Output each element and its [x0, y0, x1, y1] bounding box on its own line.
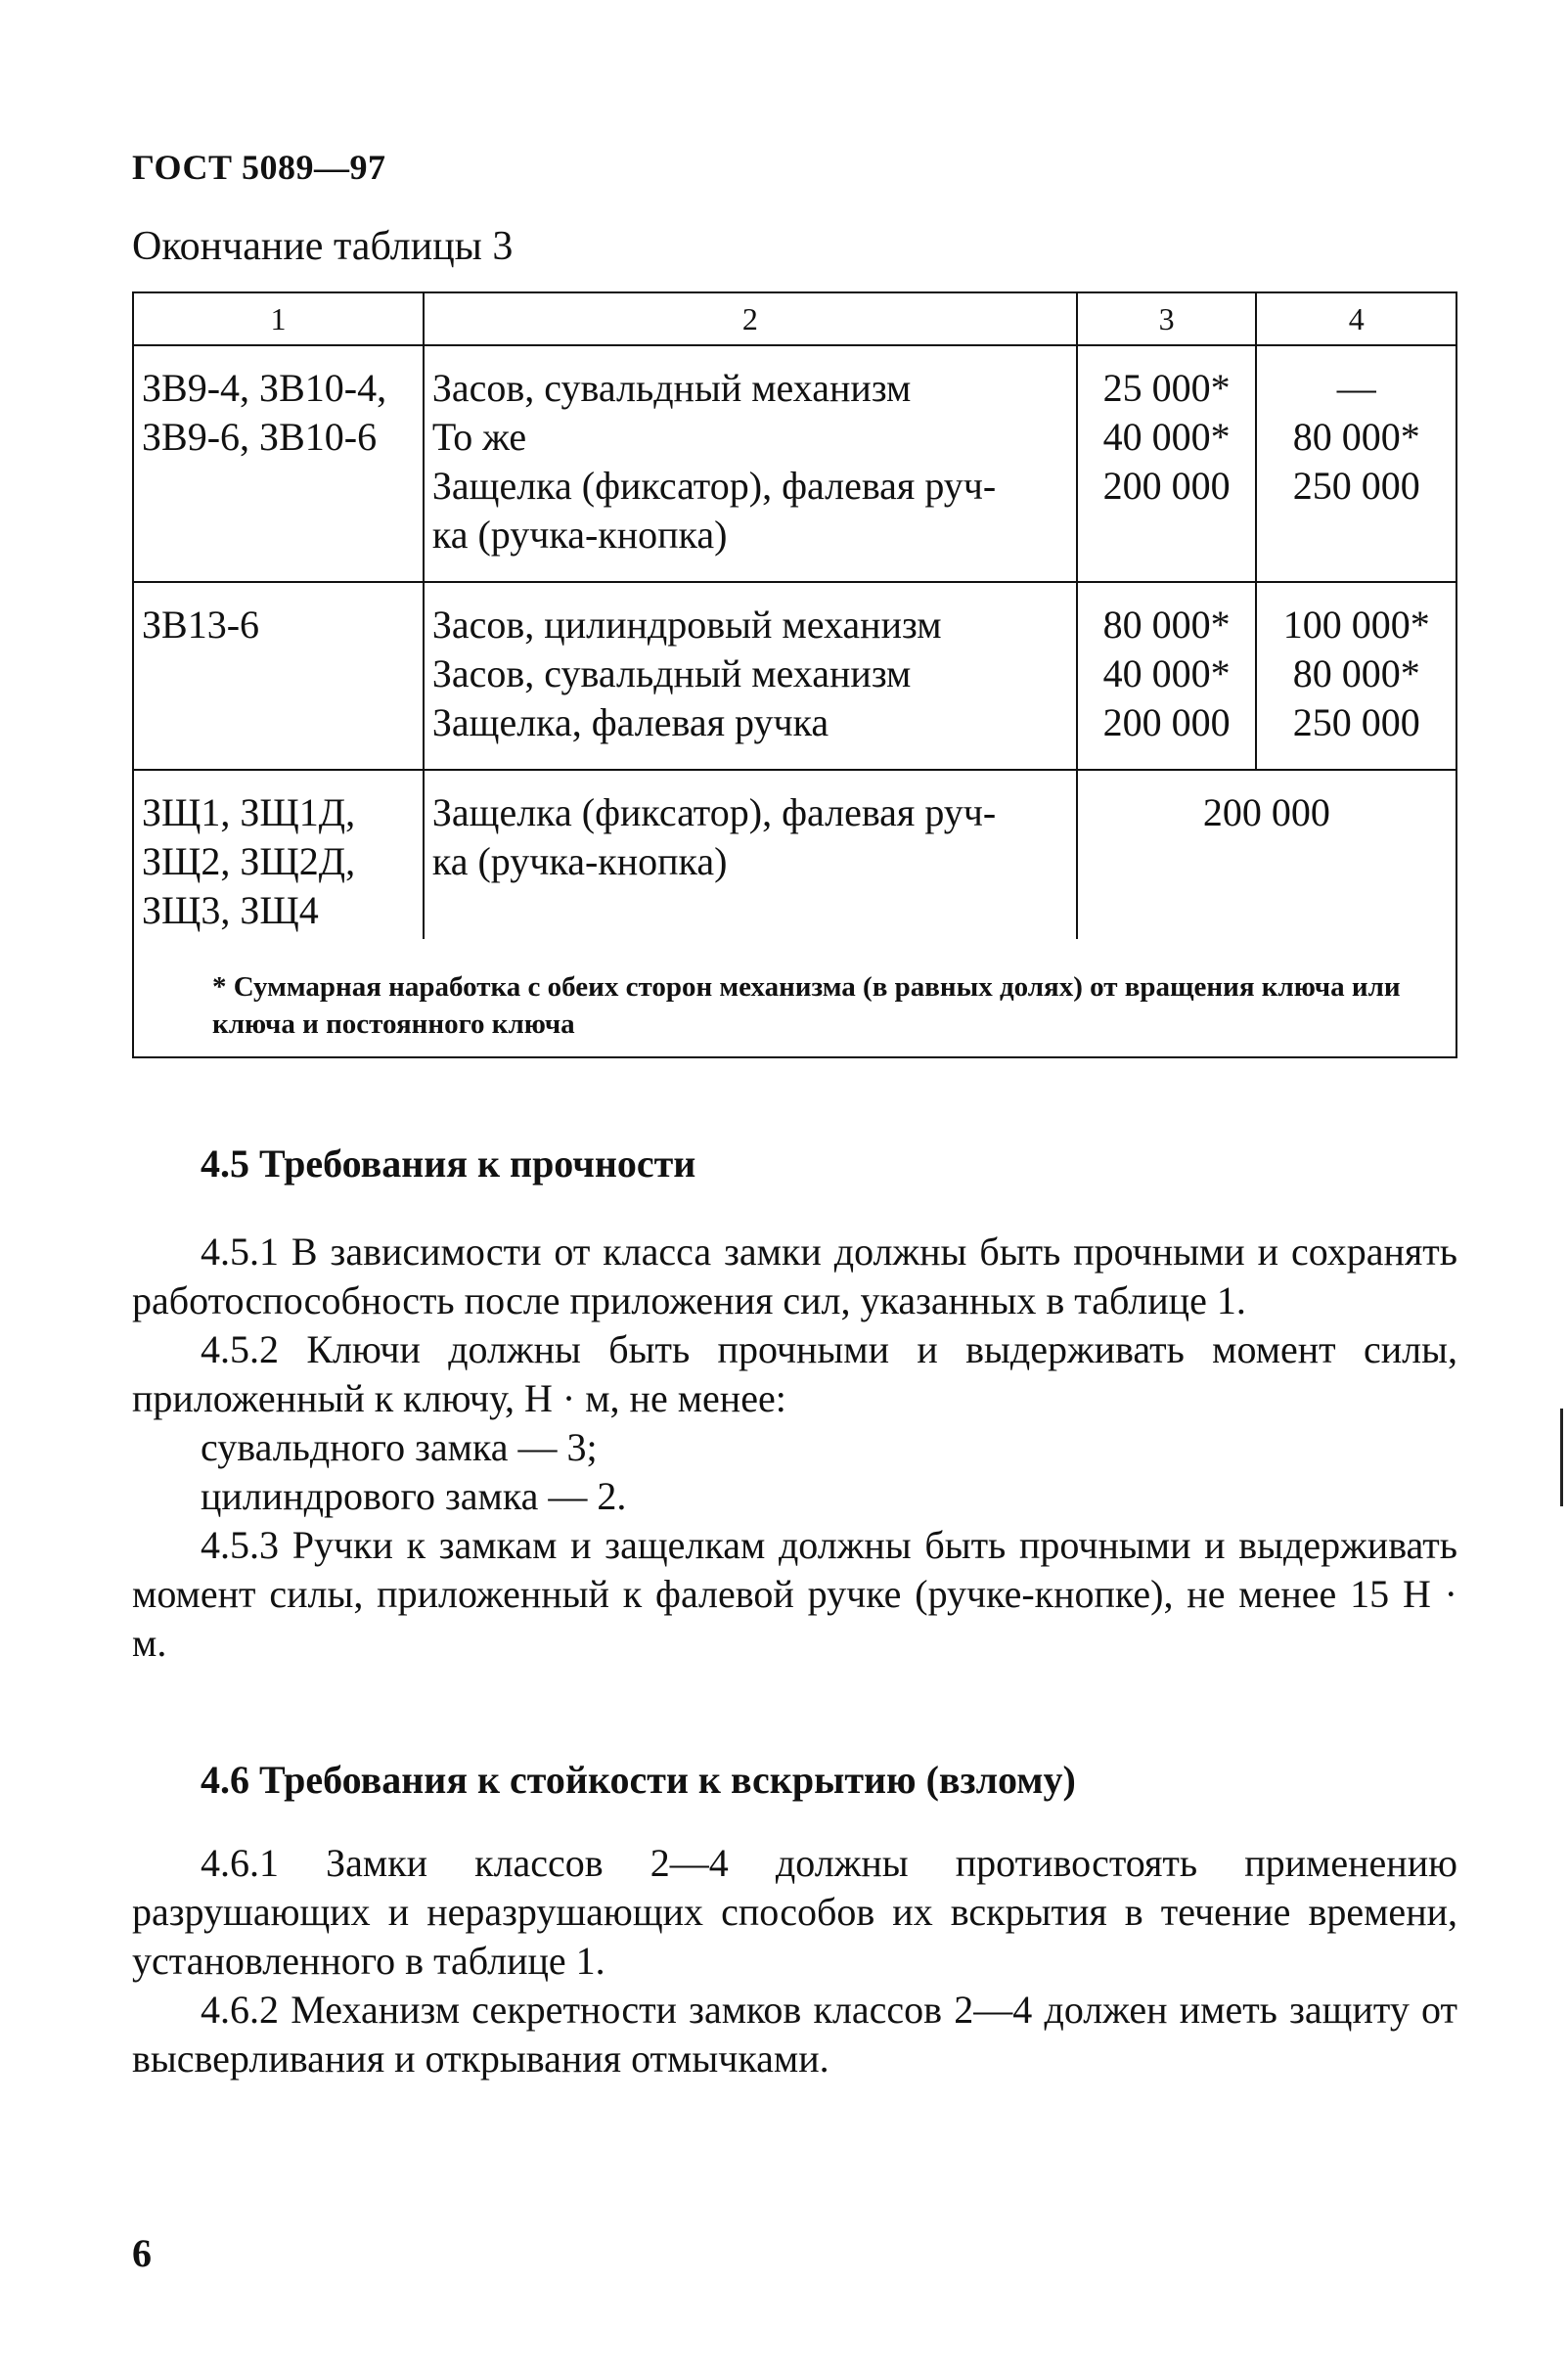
- cell-line: ка (ручка-кнопка): [431, 839, 728, 883]
- table-footnote-row: [133, 939, 1456, 1057]
- cell-line: ка (ручка-кнопка): [431, 513, 728, 557]
- paragraph-4-5-2: 4.5.2 Ключи должны быть прочными и выдерживать момент силы, приложенный к ключу, Н · м, не менее:: [132, 1327, 1457, 1420]
- column-number-4: 4: [1256, 292, 1456, 345]
- column-number-2: 2: [424, 292, 1077, 345]
- value-cell-col4: [1256, 345, 1456, 582]
- value-cell-col4: [1256, 582, 1456, 770]
- column-number-1: 1: [133, 292, 424, 345]
- mechanism-cell: [424, 770, 1077, 939]
- paragraph-4-5-1: 4.5.1 В зависимости от класса замки должны быть прочными и сохранять работоспособность после приложения сил, указанных в таблице 1.: [132, 1230, 1457, 1322]
- section-title-4-6: 4.6 Требования к стойкости к вскрытию (взлому): [201, 1758, 1076, 1802]
- cell-line: То же: [431, 415, 527, 459]
- cell-line: —: [1336, 366, 1376, 410]
- mechanism-cell: [424, 345, 1077, 582]
- lock-designation-cell: [133, 582, 424, 770]
- page-number: 6: [132, 2231, 152, 2275]
- cell-line: 80 000*: [1102, 603, 1231, 647]
- cell-line: ЗВ9-6, ЗВ10-6: [142, 415, 378, 459]
- table-row: [133, 345, 1456, 582]
- cell-line: ЗЩ3, ЗЩ4: [142, 888, 319, 932]
- list-item-suvald: сувальдного замка — 3;: [201, 1425, 598, 1469]
- lock-designation-cell: [133, 345, 424, 582]
- table-3: [132, 291, 1457, 1058]
- section-title-4-5: 4.5 Требования к прочности: [201, 1141, 696, 1186]
- table-header-row: [133, 292, 1456, 345]
- table-footnote: * Суммарная наработка с обеих сторон механизма (в равных долях) от вращения ключа или ключа и постоянного ключа: [133, 939, 1456, 1057]
- cell-line: Засов, сувальдный механизм: [431, 651, 912, 695]
- table-row: [133, 770, 1456, 939]
- cell-line: Защелка, фалевая ручка: [431, 700, 829, 744]
- cell-line: ЗЩ2, ЗЩ2Д,: [142, 839, 356, 883]
- document-id: ГОСТ 5089—97: [132, 148, 386, 187]
- value-cell-col3: [1077, 582, 1257, 770]
- cell-line: Засов, цилиндровый механизм: [431, 603, 942, 647]
- cell-line: 40 000*: [1102, 651, 1231, 695]
- paragraph-4-6-1: 4.6.1 Замки классов 2—4 должны противостоять применению разрушающих и неразрушающих способов их вскрытия в течение времени, установленного в таблице 1.: [132, 1841, 1457, 1983]
- cell-line: 80 000*: [1292, 651, 1420, 695]
- table-caption: Окончание таблицы 3: [132, 224, 514, 269]
- paragraph-4-6-2: 4.6.2 Механизм секретности замков классов 2—4 должен иметь защиту от высверливания и открывания отмычками.: [132, 1988, 1457, 2081]
- cell-line: 80 000*: [1292, 415, 1420, 459]
- table-row: [133, 582, 1456, 770]
- section-4-6-body: [132, 1839, 1457, 2083]
- list-item-cylinder: цилиндрового замка — 2.: [201, 1474, 627, 1518]
- cell-line: Защелка (фиксатор), фалевая руч-: [431, 464, 997, 508]
- mechanism-cell: [424, 582, 1077, 770]
- cell-line: 25 000*: [1102, 366, 1231, 410]
- paragraph-4-5-3: 4.5.3 Ручки к замкам и защелкам должны быть прочными и выдерживать момент силы, приложенный к фалевой ручке (ручке-кнопке), не менее 15 Н · м.: [132, 1523, 1457, 1665]
- value-cell-merged: [1077, 770, 1456, 939]
- cell-line: ЗВ9-4, ЗВ10-4,: [142, 366, 387, 410]
- cell-line: 200 000: [1102, 700, 1231, 744]
- column-number-3: 3: [1077, 292, 1257, 345]
- cell-line: 200 000: [1102, 464, 1231, 508]
- cell-line: Засов, сувальдный механизм: [431, 366, 912, 410]
- cell-line: ЗЩ1, ЗЩ1Д,: [142, 790, 356, 834]
- cell-line: 100 000*: [1282, 603, 1430, 647]
- cell-line: 250 000: [1292, 700, 1420, 744]
- cell-line: Защелка (фиксатор), фалевая руч-: [431, 790, 997, 834]
- section-4-5-body: [132, 1228, 1457, 1668]
- cell-line: 250 000: [1292, 464, 1420, 508]
- cell-line: 200 000: [1202, 790, 1330, 834]
- value-cell-col3: [1077, 345, 1257, 582]
- cell-line: ЗВ13-6: [142, 603, 260, 647]
- margin-mark: [1560, 1409, 1563, 1506]
- cell-line: 40 000*: [1102, 415, 1231, 459]
- lock-designation-cell: [133, 770, 424, 939]
